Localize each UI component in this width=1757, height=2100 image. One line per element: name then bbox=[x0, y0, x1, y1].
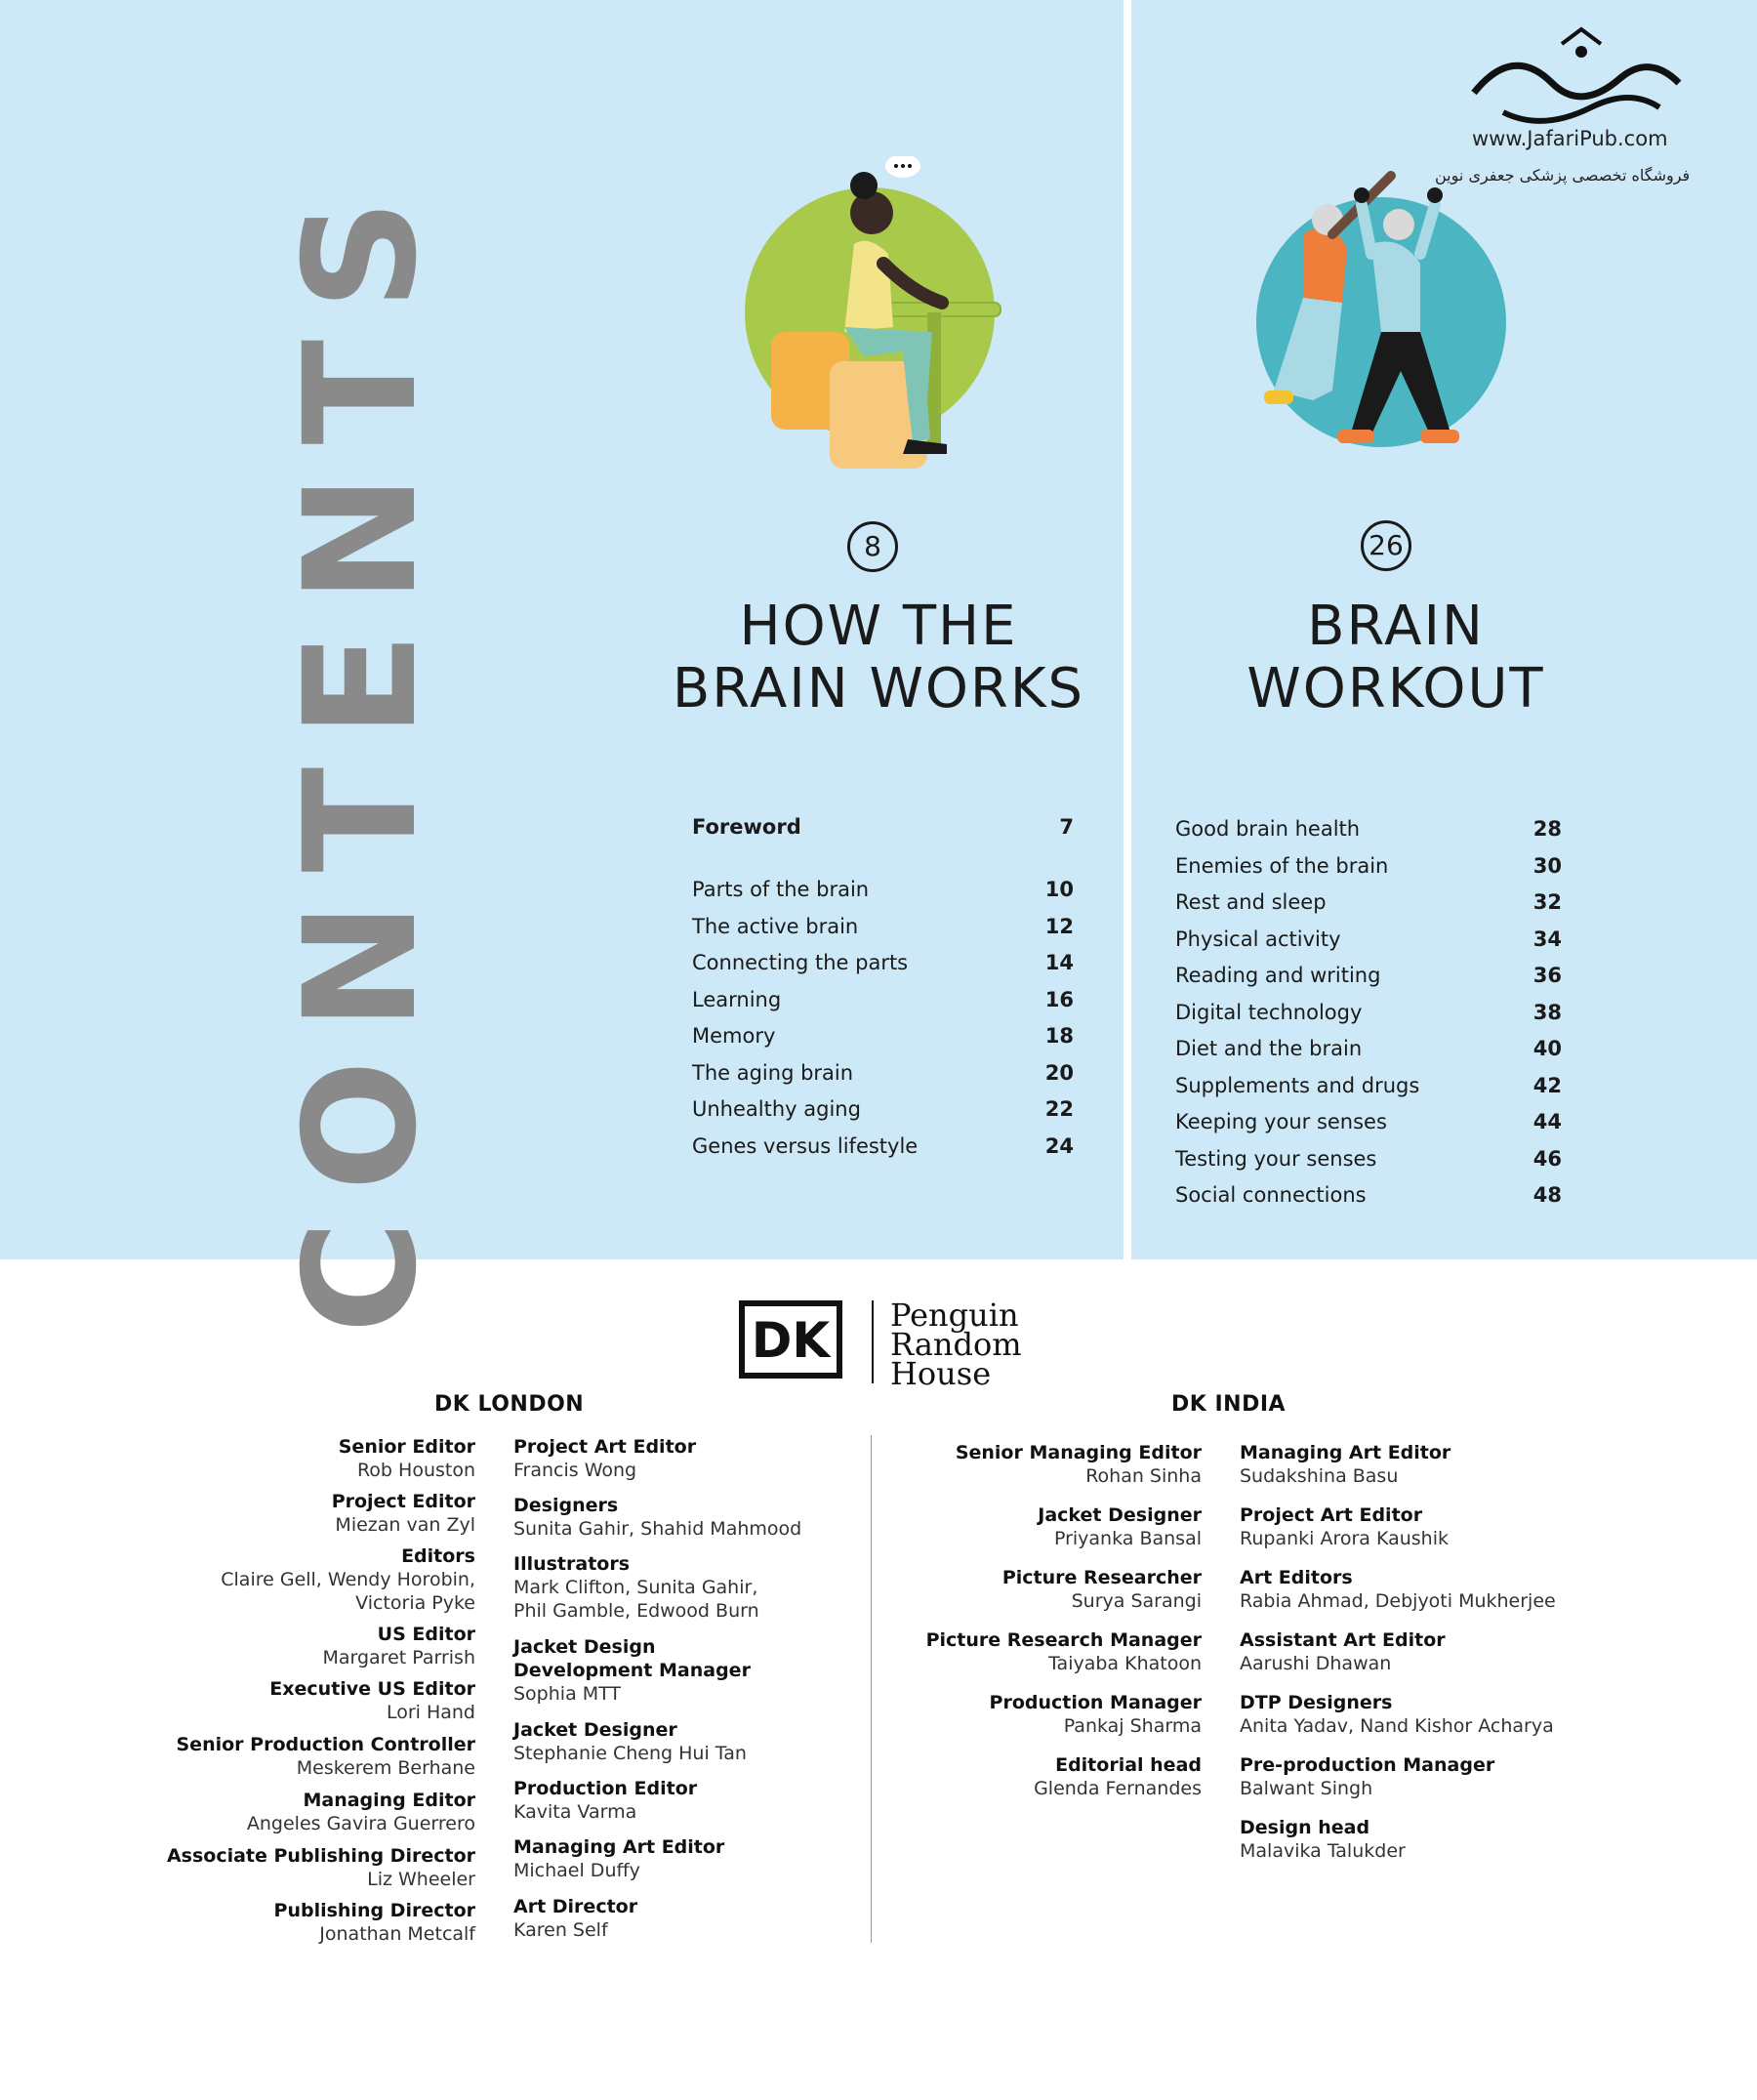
toc-entry-page: 44 bbox=[1532, 1110, 1562, 1133]
credit-role: Associate Publishing Director bbox=[166, 1845, 475, 1867]
toc-entry-page: 30 bbox=[1532, 854, 1562, 878]
credit-names: Stephanie Cheng Hui Tan bbox=[513, 1743, 747, 1764]
credit-names: Priyanka Bansal bbox=[1053, 1528, 1202, 1549]
dk-india-heading: DK INDIA bbox=[1171, 1392, 1287, 1417]
toc-entry-label: Learning bbox=[692, 988, 782, 1011]
toc-entry-label: Diet and the brain bbox=[1175, 1037, 1363, 1060]
credit-names: Sudakshina Basu bbox=[1240, 1465, 1399, 1487]
credit-block bbox=[909, 1628, 1202, 1675]
credit-names: Surya Sarangi bbox=[1071, 1590, 1202, 1612]
toc-entry-page: 28 bbox=[1532, 817, 1562, 841]
credit-role: Jacket Designer bbox=[513, 1719, 677, 1741]
credit-role: Senior Managing Editor bbox=[955, 1442, 1202, 1463]
toc-entry-label: Memory bbox=[692, 1024, 776, 1048]
credit-names: Mark Clifton, Sunita Gahir, bbox=[513, 1577, 758, 1598]
dk-london-heading: DK LONDON bbox=[434, 1392, 585, 1417]
toc-entry-label: Genes versus lifestyle bbox=[692, 1134, 919, 1158]
credit-names: Glenda Fernandes bbox=[1034, 1778, 1202, 1799]
credit-role: DTP Designers bbox=[1240, 1692, 1393, 1713]
credit-block bbox=[183, 1490, 475, 1537]
toc-entry-page: 34 bbox=[1532, 927, 1562, 951]
toc-entry-page: 48 bbox=[1532, 1183, 1562, 1207]
watermark-url: www.JafariPub.com bbox=[1472, 127, 1668, 150]
credit-role: Production Manager bbox=[989, 1692, 1202, 1713]
credit-names: Pankaj Sharma bbox=[1063, 1715, 1202, 1737]
penguin-random-house-logo bbox=[890, 1297, 1022, 1392]
toc-entry-page: 46 bbox=[1532, 1147, 1562, 1171]
credit-names: Kavita Varma bbox=[513, 1801, 637, 1823]
credit-block bbox=[1240, 1441, 1451, 1488]
credit-block bbox=[909, 1566, 1202, 1613]
credit-role: Editors bbox=[401, 1545, 475, 1567]
toc-entry-page: 36 bbox=[1532, 964, 1562, 987]
toc-entry-label: Unhealthy aging bbox=[692, 1097, 861, 1121]
credit-block bbox=[183, 1899, 475, 1946]
toc-entry-page: 24 bbox=[1044, 1134, 1074, 1158]
toc-entry-label: Foreword bbox=[692, 815, 801, 839]
credit-block bbox=[513, 1835, 724, 1882]
section-number-badge: 8 bbox=[847, 521, 898, 572]
credit-block bbox=[1240, 1566, 1556, 1613]
credit-block bbox=[909, 1691, 1202, 1738]
toc-entry-page: 7 bbox=[1059, 815, 1074, 839]
credit-block bbox=[513, 1718, 747, 1765]
credit-names: Rob Houston bbox=[356, 1460, 475, 1481]
credit-block bbox=[513, 1895, 637, 1942]
credit-names: Phil Gamble, Edwood Burn bbox=[513, 1600, 759, 1622]
credit-block bbox=[134, 1733, 475, 1780]
toc-entry-label: Good brain health bbox=[1175, 817, 1361, 841]
credit-block bbox=[513, 1777, 697, 1824]
credit-role: Managing Editor bbox=[303, 1790, 475, 1811]
credit-role: Development Manager bbox=[513, 1660, 751, 1681]
credit-role: Senior Editor bbox=[338, 1436, 475, 1458]
credit-names: Rabia Ahmad, Debjyoti Mukherjee bbox=[1240, 1590, 1556, 1612]
credit-block bbox=[183, 1677, 475, 1724]
credits-divider bbox=[871, 1435, 872, 1943]
toc-entry-label: Testing your senses bbox=[1175, 1147, 1377, 1171]
publisher-logo bbox=[739, 1297, 1022, 1392]
toc-entry-page: 38 bbox=[1532, 1001, 1562, 1024]
credit-names: Anita Yadav, Nand Kishor Acharya bbox=[1240, 1715, 1554, 1737]
credit-role: US Editor bbox=[377, 1624, 475, 1645]
dk-logo: DK bbox=[739, 1300, 842, 1379]
credit-role: Design head bbox=[1240, 1817, 1370, 1838]
credit-role: Project Art Editor bbox=[513, 1436, 697, 1458]
credit-block bbox=[909, 1753, 1202, 1800]
prh-line: Penguin bbox=[890, 1297, 1019, 1334]
credit-block bbox=[909, 1503, 1202, 1550]
toc-entry-label: Social connections bbox=[1175, 1183, 1367, 1207]
toc-entry-page: 18 bbox=[1044, 1024, 1074, 1048]
toc-entry-page: 10 bbox=[1044, 878, 1074, 901]
credit-names: Taiyaba Khatoon bbox=[1048, 1653, 1202, 1674]
section-number-badge: 26 bbox=[1361, 520, 1411, 571]
toc-entry-page: 14 bbox=[1044, 951, 1074, 974]
credit-block bbox=[909, 1441, 1202, 1488]
credit-block bbox=[1240, 1691, 1554, 1738]
credit-names: Francis Wong bbox=[513, 1460, 637, 1481]
credit-role: Senior Production Controller bbox=[176, 1734, 475, 1755]
credit-names: Lori Hand bbox=[386, 1702, 475, 1723]
credit-block bbox=[513, 1494, 801, 1541]
credit-role: Project Art Editor bbox=[1240, 1504, 1423, 1526]
credit-names: Michael Duffy bbox=[513, 1860, 640, 1881]
credit-role: Illustrators bbox=[513, 1553, 631, 1575]
credit-names: Angeles Gavira Guerrero bbox=[246, 1813, 475, 1834]
toc-entry-label: Connecting the parts bbox=[692, 951, 909, 974]
toc-entry-page: 16 bbox=[1044, 988, 1074, 1011]
toc-entry-page: 12 bbox=[1044, 915, 1074, 938]
credit-block bbox=[134, 1844, 475, 1891]
prh-line: Random bbox=[890, 1326, 1022, 1363]
toc-entry-label: The active brain bbox=[692, 915, 859, 938]
credit-names: Rohan Sinha bbox=[1085, 1465, 1202, 1487]
credit-names: Miezan van Zyl bbox=[335, 1514, 475, 1536]
credit-role: Project Editor bbox=[331, 1491, 475, 1512]
section-title-line: BRAIN WORKS bbox=[672, 657, 1085, 721]
toc-entry-label: Keeping your senses bbox=[1175, 1110, 1387, 1133]
credit-role: Picture Research Manager bbox=[925, 1629, 1202, 1651]
toc-entry-label: Parts of the brain bbox=[692, 878, 870, 901]
credit-role: Managing Art Editor bbox=[513, 1836, 725, 1858]
credit-role: Designers bbox=[513, 1495, 619, 1516]
toc-entry-label: Supplements and drugs bbox=[1175, 1074, 1420, 1097]
credit-block bbox=[513, 1435, 696, 1482]
toc-entry-page: 22 bbox=[1044, 1097, 1074, 1121]
credit-block bbox=[1240, 1628, 1446, 1675]
toc-entry-label: Physical activity bbox=[1175, 927, 1341, 951]
credit-role: Pre-production Manager bbox=[1240, 1754, 1495, 1776]
credit-role: Executive US Editor bbox=[269, 1678, 475, 1700]
credit-block bbox=[1240, 1816, 1406, 1863]
section-title-line: BRAIN bbox=[1307, 595, 1485, 658]
credit-block bbox=[513, 1552, 759, 1623]
credit-names: Balwant Singh bbox=[1240, 1778, 1373, 1799]
toc-entry-label: Digital technology bbox=[1175, 1001, 1363, 1024]
woman-writing-illustration bbox=[708, 156, 1030, 469]
credit-role: Editorial head bbox=[1055, 1754, 1202, 1776]
section-title-line: HOW THE bbox=[739, 595, 1018, 658]
section-title-how-the-brain-works bbox=[634, 596, 1123, 721]
book-icon bbox=[778, 1373, 803, 1387]
watermark-subtitle: فروشگاه تخصصی پزشکی جعفری نوین bbox=[1435, 166, 1691, 185]
credit-names: Malavika Talukder bbox=[1240, 1840, 1406, 1862]
credit-names: Sophia MTT bbox=[513, 1683, 622, 1705]
prh-line: House bbox=[890, 1355, 992, 1392]
section-title-line: WORKOUT bbox=[1246, 657, 1545, 721]
logo-divider bbox=[872, 1300, 874, 1383]
credit-role: Art Director bbox=[513, 1896, 638, 1917]
toc-entry-label: Reading and writing bbox=[1175, 964, 1381, 987]
toc-entry-page: 20 bbox=[1044, 1061, 1074, 1085]
credit-role: Managing Art Editor bbox=[1240, 1442, 1451, 1463]
toc-entry-page: 42 bbox=[1532, 1074, 1562, 1097]
credit-block bbox=[1240, 1503, 1449, 1550]
credit-role: Picture Researcher bbox=[1001, 1567, 1202, 1588]
credit-block bbox=[513, 1635, 751, 1706]
credit-names: Jonathan Metcalf bbox=[319, 1923, 475, 1945]
contents-heading: CONTENTS bbox=[271, 169, 451, 1335]
credit-role: Jacket Design bbox=[513, 1636, 656, 1658]
toc-entry-page: 40 bbox=[1532, 1037, 1562, 1060]
exercising-people-illustration bbox=[1225, 156, 1537, 469]
credit-names: Rupanki Arora Kaushik bbox=[1240, 1528, 1450, 1549]
credit-role: Publishing Director bbox=[273, 1900, 475, 1921]
credit-names: Karen Self bbox=[513, 1919, 608, 1941]
credit-block bbox=[183, 1623, 475, 1669]
credit-names: Victoria Pyke bbox=[355, 1592, 475, 1614]
toc-entry-page: 32 bbox=[1532, 890, 1562, 914]
toc-entry-label: The aging brain bbox=[692, 1061, 854, 1085]
credit-block bbox=[183, 1789, 475, 1835]
credit-names: Claire Gell, Wendy Horobin, bbox=[221, 1569, 475, 1590]
toc-entry-label: Enemies of the brain bbox=[1175, 854, 1389, 878]
credit-names: Aarushi Dhawan bbox=[1240, 1653, 1392, 1674]
credit-role: Assistant Art Editor bbox=[1240, 1629, 1446, 1651]
toc-entry-label: Rest and sleep bbox=[1175, 890, 1327, 914]
credit-role: Art Editors bbox=[1240, 1567, 1353, 1588]
credit-block bbox=[183, 1435, 475, 1482]
credit-names: Margaret Parrish bbox=[322, 1647, 475, 1668]
credit-block bbox=[183, 1544, 475, 1615]
credit-names: Liz Wheeler bbox=[367, 1869, 475, 1890]
section-title-brain-workout bbox=[1142, 596, 1650, 721]
credit-role: Production Editor bbox=[513, 1778, 698, 1799]
credit-names: Sunita Gahir, Shahid Mahmood bbox=[513, 1518, 802, 1540]
credit-block bbox=[1240, 1753, 1494, 1800]
credit-names: Meskerem Berhane bbox=[296, 1757, 475, 1779]
credit-role: Jacket Designer bbox=[1038, 1504, 1202, 1526]
